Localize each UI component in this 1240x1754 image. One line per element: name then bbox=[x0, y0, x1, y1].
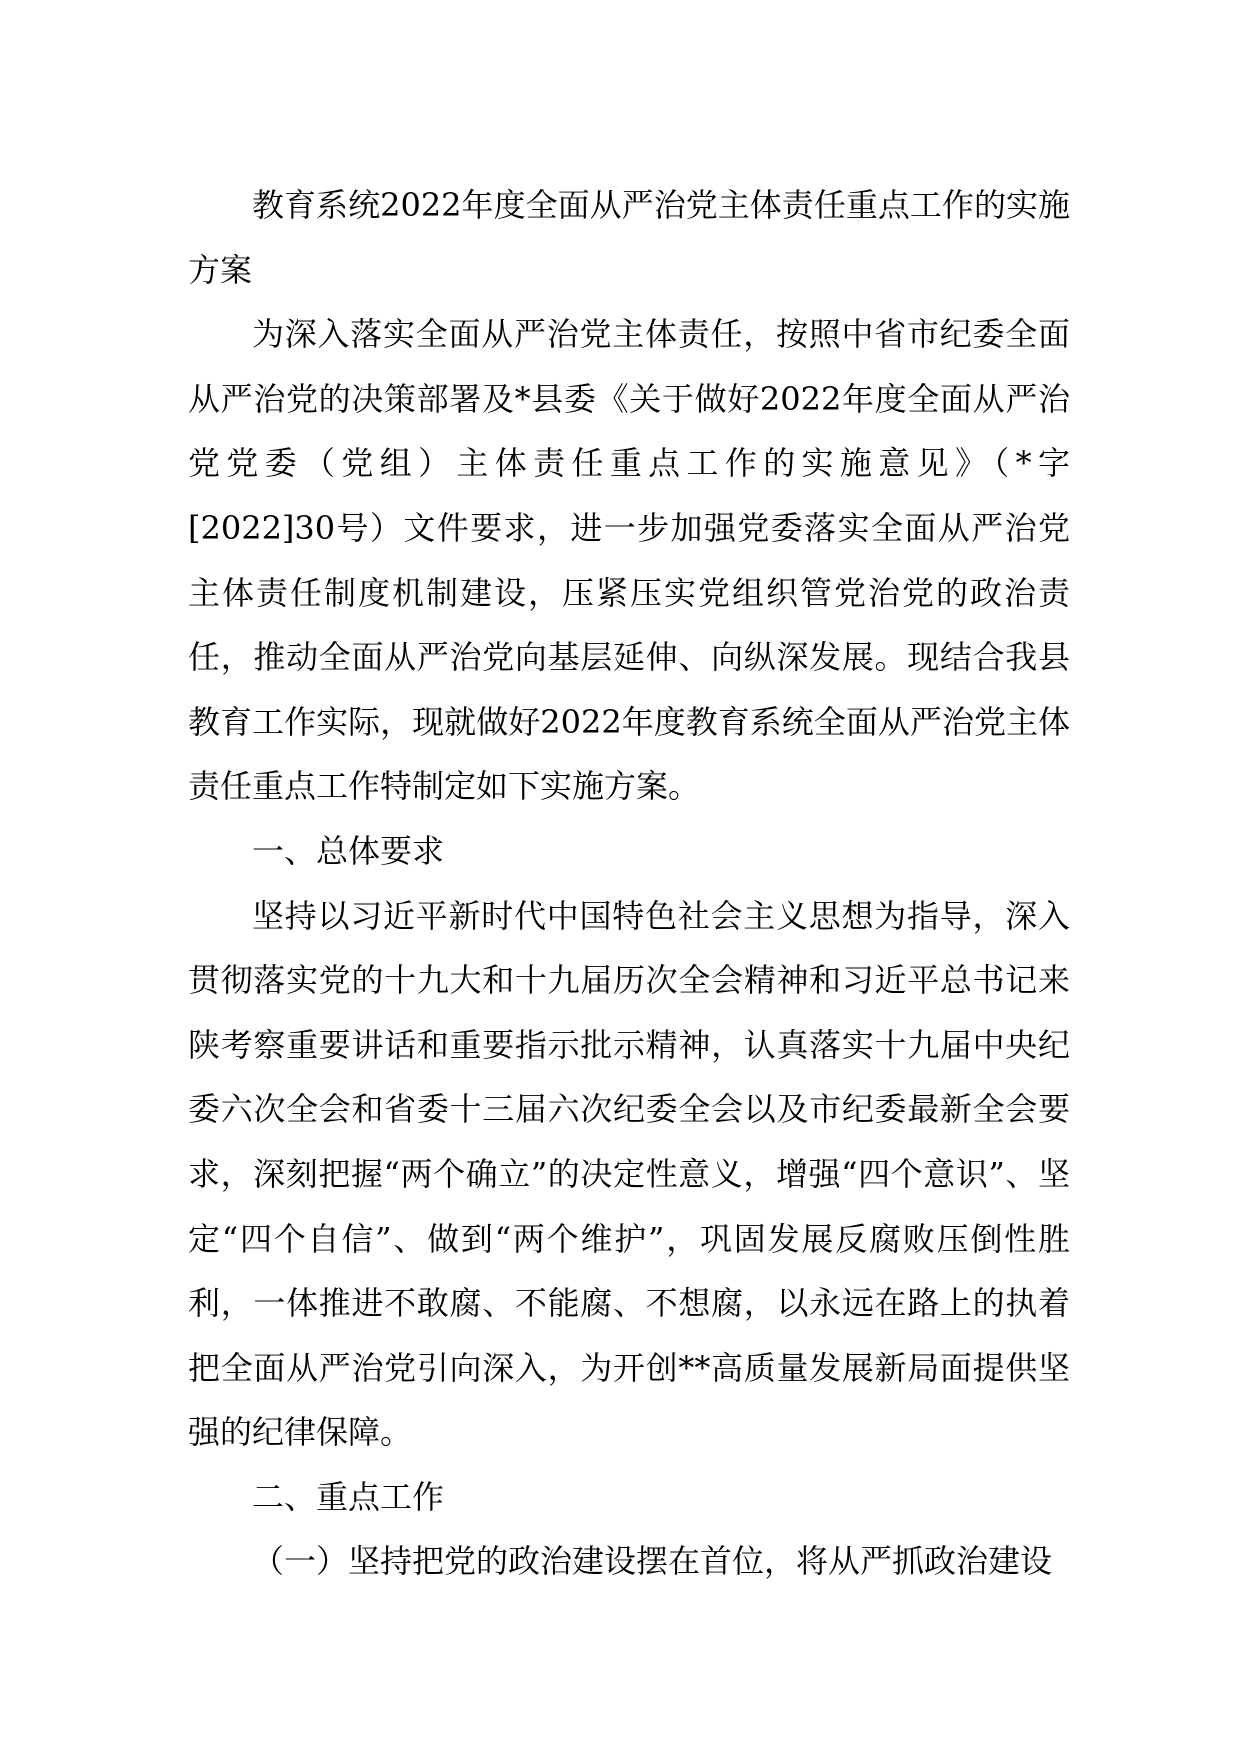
section-heading-key-work: 二、重点工作 bbox=[252, 1477, 445, 1516]
document-title: 教育系统2022年度全面从严治党主体责任重点工作的实施方案 bbox=[188, 186, 1070, 289]
section-heading-overall-requirements: 一、总体要求 bbox=[252, 831, 445, 870]
section-body-overall-requirements: 坚持以习近平新时代中国特色社会主义思想为指导，深入贯彻落实党的十九大和十九届历次全会精神和习近平总书记来陕考察重要讲话和重要指示批示精神，认真落实十九届中央纪委六次全会和省委十三届六次纪委全会以及市纪委最新全会要求，深刻把握“两个确立”的决定性意义，增强“四个意识”、坚定“四个自信”、做到“两个维护”，巩固发展反腐败压倒性胜利，一体推进不敢腐、不能腐、不想腐，以永远在路上的执着把全面从严治党引向深入，为开创**高质量发展新局面提供坚强的纪律保障。 bbox=[188, 896, 1070, 1452]
intro-paragraph: 为深入落实全面从严治党主体责任，按照中省市纪委全面从严治党的决策部署及*县委《关于做好2022年度全面从严治党党委（党组）主体责任重点工作的实施意见》（*字[2022]30号）文件要求，进一步加强党委落实全面从严治党主体责任制度机制建设，压紧压实党组织管党治党的政治责任，推动全面从严治党向基层延伸、向纵深发展。现结合我县教育工作实际，现就做好2022年度教育系统全面从严治党主体责任重点工作特制定如下实施方案。 bbox=[188, 315, 1070, 806]
key-work-item-1: （一）坚持把党的政治建设摆在首位，将从严抓政治建设 bbox=[252, 1542, 1053, 1581]
